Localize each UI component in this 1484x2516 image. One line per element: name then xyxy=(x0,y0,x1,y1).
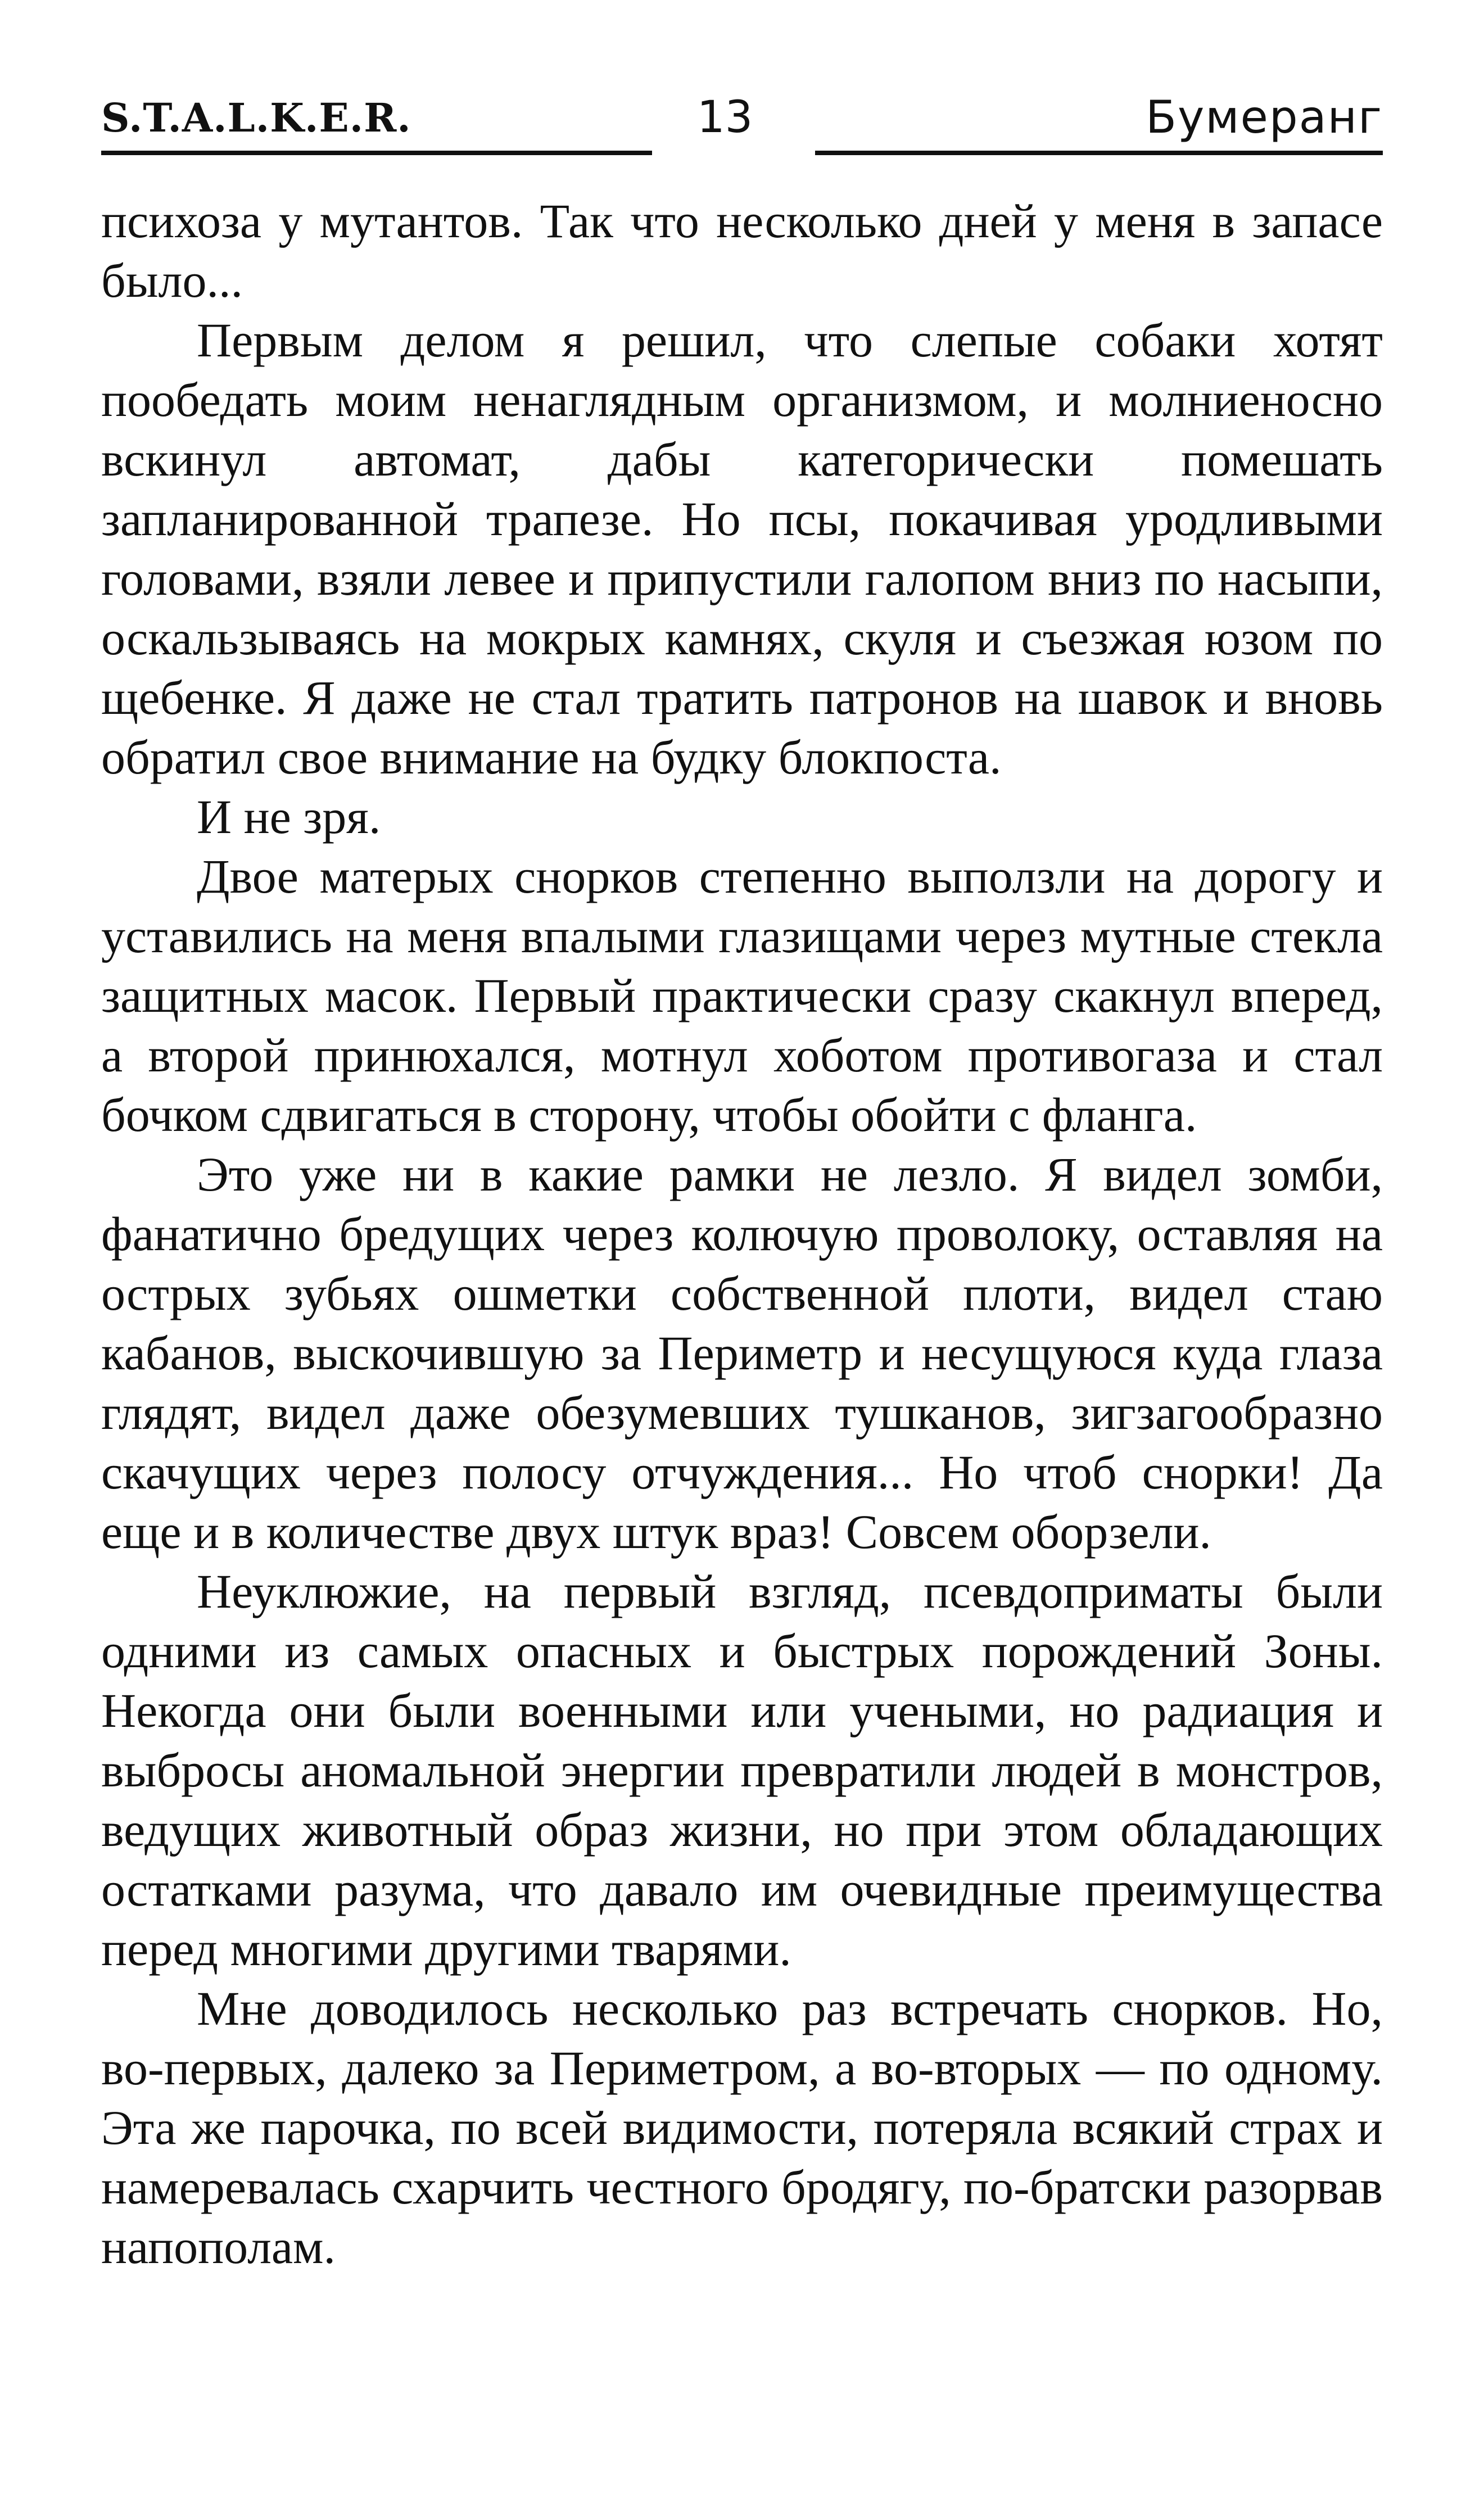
book-title: Бумеранг xyxy=(1146,91,1383,143)
paragraph: Неуклюжие, на первый взгляд, псевдоприматы были одними из самых опасных и быстрых порождений Зоны. Некогда они были военными или учеными, но радиация и выбросы аномальной энергии превратили людей в монстров, ведущих животный образ жизни, но при этом обладающих остатками разума, что давало им очевидные преимущества перед многими другими тварями. xyxy=(101,1564,1383,1976)
paragraph: Мне доводилось несколько раз встречать снорков. Но, во-первых, далеко за Периметром, а во-вторых — по одному. Эта же парочка, по всей видимости, потеряла всякий страх и намеревалась схарчить честного бродягу, по-братски разорвав напополам. xyxy=(101,1981,1383,2274)
body-text xyxy=(101,191,1383,2277)
header-rule-right xyxy=(815,151,1383,155)
page-number: 13 xyxy=(697,92,753,143)
running-header xyxy=(101,79,1383,163)
paragraph: И не зря. xyxy=(197,790,381,844)
paragraph: Это уже ни в какие рамки не лезло. Я видел зомби, фанатично бредущих через колючую проволоку, оставляя на острых зубьях ошметки собственной плоти, видел стаю кабанов, выскочившую за Периметр и несущуюся куда глаза глядят, видел даже обезумевших тушканов, зигзагообразно скачущих через полосу отчуждения... Но чтоб снорки! Да еще и в количестве двух штук враз! Совсем оборзели. xyxy=(101,1147,1383,1559)
paragraph: Двое матерых снорков степенно выползли на дорогу и уставились на меня впалыми глазищами через мутные стекла защитных масок. Первый практически сразу скакнул вперед, а второй принюхался, мотнул хоботом противогаза и стал бочком сдвигаться в сторону, чтобы обойти с фланга. xyxy=(101,849,1383,1142)
paragraph: психоза у мутантов. Так что несколько дней у меня в запасе было... xyxy=(101,194,1383,307)
header-rule-left xyxy=(101,151,652,155)
series-title: S.T.A.L.K.E.R. xyxy=(101,94,411,141)
paragraph: Первым делом я решил, что слепые собаки хотят пообедать моим ненаглядным организмом, и молниеносно вскинул автомат, дабы категорически помешать запланированной трапезе. Но псы, покачивая уродливыми головами, взяли левее и припустили галопом вниз по насыпи, оскальзываясь на мокрых камнях, скуля и съезжая юзом по щебенке. Я даже не стал тратить патронов на шавок и вновь обратил свое внимание на будку блокпоста. xyxy=(101,313,1383,784)
